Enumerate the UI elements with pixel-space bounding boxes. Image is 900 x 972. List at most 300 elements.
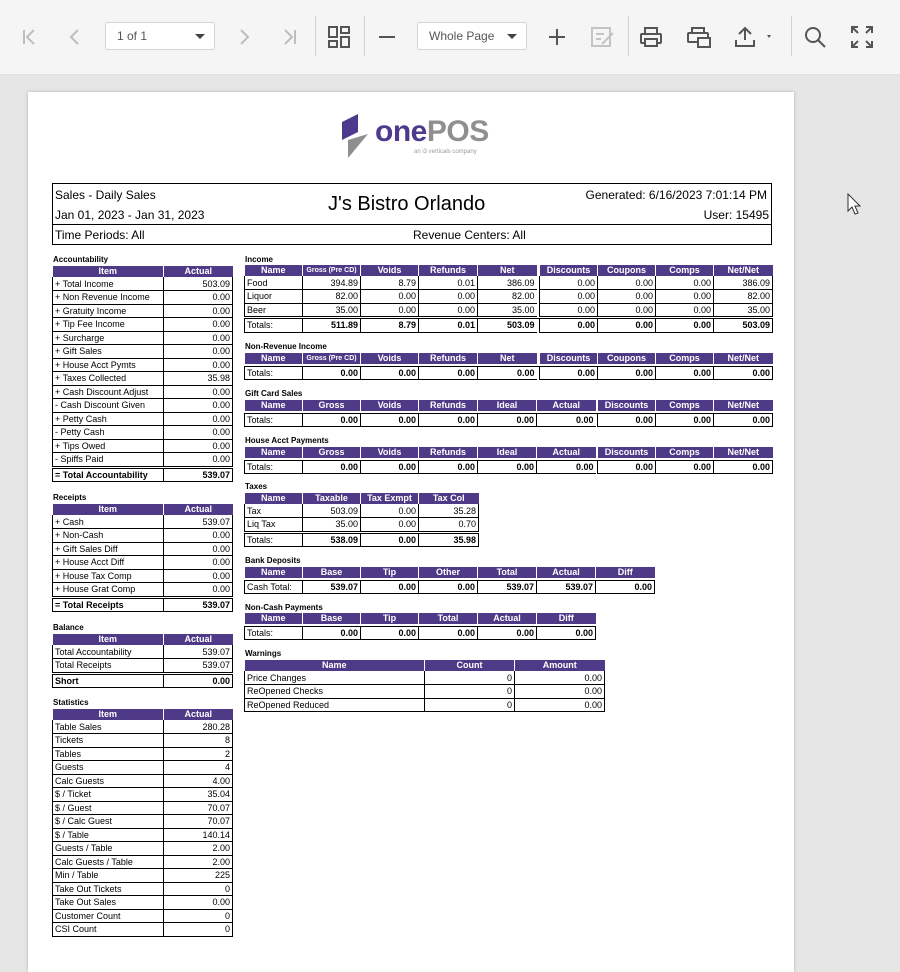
table-row — [245, 518, 479, 532]
table-cell: 539.07 — [164, 598, 233, 612]
col-header: Item — [53, 504, 164, 515]
table-cell: 35.00 — [303, 303, 361, 317]
table-cell: + Tips Owed — [53, 439, 164, 453]
table-cell: 0.00 — [515, 698, 605, 712]
table-cell: 0.00 — [478, 460, 537, 474]
first-page-button[interactable] — [12, 20, 46, 54]
table-cell: 539.07 — [478, 580, 537, 594]
chevron-down-icon — [507, 34, 517, 39]
table-cell: + Tip Fee Income — [53, 318, 164, 332]
col-header: Voids — [361, 353, 419, 364]
total-row — [245, 460, 773, 474]
table-row — [53, 882, 233, 896]
table-cell: 0.00 — [656, 276, 714, 290]
col-header: Net — [478, 265, 537, 276]
table-row — [53, 923, 233, 937]
col-header: Gross (Pre CD) — [303, 265, 361, 276]
warnings-title: Warnings — [245, 649, 282, 658]
col-header: Actual — [164, 709, 233, 720]
total-row — [53, 468, 233, 482]
zoom-out-button[interactable] — [370, 20, 404, 54]
table-cell: = Total Receipts — [53, 598, 164, 612]
table-row — [53, 801, 233, 815]
taxes-title: Taxes — [245, 482, 268, 491]
table-cell: 35.98 — [164, 372, 233, 386]
table-row — [53, 747, 233, 761]
table-cell: 0.00 — [419, 580, 478, 594]
table-cell: 35.00 — [478, 303, 537, 317]
col-header: Base — [303, 613, 361, 624]
table-row — [53, 542, 233, 556]
table-row — [53, 556, 233, 570]
table-cell: 503.09 — [714, 319, 773, 333]
table-cell: + House Grat Comp — [53, 583, 164, 597]
zoom-select-value: Whole Page — [429, 29, 495, 43]
table-cell: Total Receipts — [53, 659, 164, 673]
col-header: Actual — [164, 504, 233, 515]
table-cell: 0.00 — [540, 290, 598, 304]
table-cell: + Non Revenue Income — [53, 291, 164, 305]
table-row — [53, 515, 233, 529]
table-cell: + Petty Cash — [53, 412, 164, 426]
total-row — [245, 366, 773, 380]
table-cell: Cash Total: — [245, 580, 303, 594]
table-cell: Calc Guests — [53, 774, 164, 788]
col-header: Actual — [537, 447, 596, 458]
total-row — [245, 533, 479, 547]
col-header: Name — [245, 613, 303, 624]
table-cell: 0.01 — [419, 319, 478, 333]
table-cell: 0.70 — [419, 518, 479, 532]
total-row — [245, 319, 773, 333]
table-row — [53, 504, 233, 515]
col-header: Gross — [303, 447, 361, 458]
table-cell: 35.28 — [419, 504, 479, 518]
table-cell: 0.00 — [515, 685, 605, 699]
table-row — [53, 277, 233, 291]
balance-table — [52, 634, 233, 688]
table-row — [53, 828, 233, 842]
chevron-right-icon — [234, 27, 254, 47]
edit-button[interactable] — [586, 20, 620, 54]
table-row — [245, 671, 605, 685]
table-cell: 394.89 — [303, 276, 361, 290]
table-cell: Guests / Table — [53, 842, 164, 856]
table-row — [53, 291, 233, 305]
house-acct-title: House Acct Payments — [245, 436, 329, 445]
date-range: Jan 01, 2023 - Jan 31, 2023 — [55, 208, 205, 222]
plus-icon — [547, 27, 567, 47]
table-cell: 0.00 — [164, 318, 233, 332]
col-header: Actual — [164, 266, 233, 277]
table-row — [245, 685, 605, 699]
table-cell: Customer Count — [53, 909, 164, 923]
table-cell: 0.00 — [540, 319, 598, 333]
last-page-button[interactable] — [273, 20, 307, 54]
table-cell: Take Out Tickets — [53, 882, 164, 896]
table-cell: 0 — [425, 671, 515, 685]
table-cell: + Non-Cash — [53, 529, 164, 543]
table-cell: 0.00 — [714, 366, 773, 380]
table-cell: + Total Income — [53, 277, 164, 291]
zoom-select[interactable] — [417, 22, 527, 50]
table-cell: 0.00 — [714, 413, 773, 427]
table-cell: 539.07 — [164, 468, 233, 482]
table-cell: + House Tax Comp — [53, 569, 164, 583]
table-row — [53, 855, 233, 869]
table-cell: Beer — [245, 303, 303, 317]
table-cell: 0 — [164, 909, 233, 923]
col-header: Actual — [478, 613, 537, 624]
table-cell: - Spiffs Paid — [53, 453, 164, 467]
table-cell: 82.00 — [478, 290, 537, 304]
table-cell: 140.14 — [164, 828, 233, 842]
table-row — [53, 720, 233, 734]
warnings-table — [244, 660, 605, 712]
table-cell: 70.07 — [164, 801, 233, 815]
col-header: Name — [245, 447, 303, 458]
table-row — [53, 453, 233, 467]
table-cell: 0.00 — [361, 626, 419, 640]
table-cell: 0.00 — [164, 569, 233, 583]
multipage-grid-icon — [327, 25, 351, 49]
table-cell: 70.07 — [164, 815, 233, 829]
col-header: Net/Net — [714, 447, 773, 458]
table-cell: 0.00 — [656, 413, 714, 427]
col-header: Total — [419, 613, 478, 624]
table-cell: 0.00 — [303, 626, 361, 640]
table-cell: 0.00 — [537, 413, 596, 427]
table-cell: 503.09 — [303, 504, 361, 518]
page-select[interactable] — [105, 22, 215, 50]
generated-timestamp: Generated: 6/16/2023 7:01:14 PM — [585, 188, 767, 202]
table-cell: 0.00 — [515, 671, 605, 685]
receipts-title: Receipts — [53, 493, 87, 502]
col-header: Voids — [361, 400, 419, 411]
table-cell: 0.00 — [596, 580, 655, 594]
table-row — [53, 372, 233, 386]
col-header: Name — [245, 493, 303, 504]
table-cell: + Taxes Collected — [53, 372, 164, 386]
table-row — [53, 266, 233, 277]
table-cell: Min / Table — [53, 869, 164, 883]
table-cell: 0.00 — [164, 358, 233, 372]
table-row — [53, 896, 233, 910]
table-row — [53, 399, 233, 413]
income-table — [244, 265, 773, 333]
col-header: Net — [478, 353, 537, 364]
table-cell: + Gift Sales Diff — [53, 542, 164, 556]
table-row — [245, 493, 479, 504]
col-header: Voids — [361, 265, 419, 276]
chevron-left-icon — [65, 27, 85, 47]
table-cell: 0.00 — [361, 518, 419, 532]
total-row — [245, 413, 773, 427]
onepos-logo — [340, 114, 490, 164]
col-header: Name — [245, 353, 303, 364]
col-header: Net/Net — [714, 265, 773, 276]
table-cell: Table Sales — [53, 720, 164, 734]
col-header: Refunds — [419, 265, 478, 276]
table-cell: 0.00 — [361, 533, 419, 547]
col-header: Diff — [537, 613, 596, 624]
table-cell: 2.00 — [164, 842, 233, 856]
next-page-button[interactable] — [227, 20, 261, 54]
table-row — [245, 303, 773, 317]
toolbar-separator — [791, 16, 792, 56]
table-cell: 0.00 — [598, 290, 656, 304]
table-row — [53, 345, 233, 359]
table-cell: 539.07 — [164, 515, 233, 529]
col-header: Comps — [656, 447, 714, 458]
table-row — [53, 304, 233, 318]
table-cell: 0.00 — [164, 542, 233, 556]
edit-form-icon — [590, 25, 616, 49]
table-cell: 0.00 — [419, 626, 478, 640]
table-cell: 35.98 — [419, 533, 479, 547]
table-cell: 0.00 — [540, 303, 598, 317]
col-header: Net/Net — [714, 400, 773, 411]
total-row — [245, 626, 596, 640]
table-cell: 0.00 — [419, 460, 478, 474]
table-cell: 0.00 — [164, 291, 233, 305]
col-header: Discounts — [540, 353, 598, 364]
table-row — [53, 358, 233, 372]
col-header: Voids — [361, 447, 419, 458]
table-row — [245, 265, 773, 276]
table-cell: 0.00 — [714, 460, 773, 474]
previous-page-button[interactable] — [58, 20, 92, 54]
table-row — [53, 569, 233, 583]
table-cell: $ / Ticket — [53, 788, 164, 802]
table-row — [53, 318, 233, 332]
col-header: Comps — [656, 265, 714, 276]
table-cell: 0.00 — [598, 303, 656, 317]
col-header: Tax Exmpt — [361, 493, 419, 504]
col-header: Comps — [656, 353, 714, 364]
col-header: Item — [53, 709, 164, 720]
table-cell: 2 — [164, 747, 233, 761]
table-cell: 0.00 — [656, 290, 714, 304]
col-header: Item — [53, 266, 164, 277]
table-cell: 0.00 — [537, 626, 596, 640]
table-row — [53, 869, 233, 883]
minus-icon — [377, 27, 397, 47]
table-cell: 35.00 — [303, 518, 361, 532]
table-cell: 0 — [164, 923, 233, 937]
search-icon — [803, 25, 827, 49]
restaurant-name: J's Bistro Orlando — [328, 193, 486, 215]
bank-deposits-table — [244, 567, 655, 594]
page-select-value: 1 of 1 — [117, 29, 148, 43]
col-header: Refunds — [419, 400, 478, 411]
fullscreen-button[interactable] — [845, 20, 879, 54]
logo-one: one — [375, 115, 427, 148]
col-header: Ideal — [478, 400, 537, 411]
table-cell: 0.00 — [164, 674, 233, 688]
table-cell: 0.00 — [656, 319, 714, 333]
col-header: Ideal — [478, 447, 537, 458]
table-row — [53, 634, 233, 645]
table-cell: + Gift Sales — [53, 345, 164, 359]
non-cash-table — [244, 613, 596, 640]
table-row — [53, 842, 233, 856]
logo-tagline: an i3 verticals company — [414, 149, 477, 155]
table-row — [53, 426, 233, 440]
col-header: Name — [245, 400, 303, 411]
income-title: Income — [245, 255, 274, 264]
statistics-title: Statistics — [53, 698, 89, 707]
table-cell: 35.00 — [714, 303, 773, 317]
col-header: Discounts — [598, 400, 656, 411]
col-header: Amount — [515, 660, 605, 671]
total-row — [53, 674, 233, 688]
table-cell: 0.00 — [164, 426, 233, 440]
table-cell: 386.09 — [714, 276, 773, 290]
table-cell: CSI Count — [53, 923, 164, 937]
col-header: Coupons — [598, 353, 656, 364]
toolbar-separator — [364, 16, 365, 56]
table-cell: 0.00 — [303, 413, 361, 427]
total-row — [53, 598, 233, 612]
print-button[interactable] — [634, 20, 668, 54]
multipage-view-button[interactable] — [322, 20, 356, 54]
table-cell: + Cash Discount Adjust — [53, 385, 164, 399]
table-cell: Tickets — [53, 734, 164, 748]
table-cell: 0.00 — [656, 366, 714, 380]
table-row — [53, 815, 233, 829]
table-cell: 0.00 — [419, 366, 478, 380]
table-row — [53, 331, 233, 345]
table-row — [53, 734, 233, 748]
toolbar-separator — [315, 16, 316, 56]
col-header: Diff — [596, 567, 655, 578]
table-cell: Liq Tax — [245, 518, 303, 532]
header-divider — [53, 224, 771, 225]
col-header: Discounts — [540, 265, 598, 276]
col-header: Comps — [656, 400, 714, 411]
table-row — [245, 447, 773, 458]
table-row — [245, 567, 655, 578]
table-cell: 0.00 — [164, 331, 233, 345]
table-cell: Liquor — [245, 290, 303, 304]
report-viewer-toolbar — [0, 0, 900, 75]
table-cell: 511.89 — [303, 319, 361, 333]
table-cell: 0.00 — [598, 276, 656, 290]
table-row — [53, 439, 233, 453]
non-revenue-title: Non-Revenue Income — [245, 342, 327, 351]
table-row — [245, 353, 773, 364]
table-cell: + House Acct Pymts — [53, 358, 164, 372]
table-cell: 0.00 — [164, 439, 233, 453]
table-cell: 0.00 — [164, 583, 233, 597]
table-cell: = Total Accountability — [53, 468, 164, 482]
col-header: Name — [245, 660, 425, 671]
col-header: Discounts — [598, 447, 656, 458]
table-cell: 0.00 — [598, 460, 656, 474]
table-cell: 0 — [425, 685, 515, 699]
table-row — [245, 504, 479, 518]
table-cell: 8.79 — [361, 276, 419, 290]
user-id: User: 15495 — [703, 208, 769, 222]
search-button[interactable] — [798, 20, 832, 54]
table-cell: 0.00 — [540, 366, 598, 380]
table-cell: Guests — [53, 761, 164, 775]
table-cell: 0.00 — [361, 580, 419, 594]
table-cell: 386.09 — [478, 276, 537, 290]
accountability-table — [52, 266, 233, 482]
export-button[interactable] — [730, 20, 776, 54]
table-row — [53, 385, 233, 399]
col-header: Tip — [361, 613, 419, 624]
table-row — [53, 909, 233, 923]
table-cell: Calc Guests / Table — [53, 855, 164, 869]
zoom-in-button[interactable] — [540, 20, 574, 54]
table-cell: 2.00 — [164, 855, 233, 869]
table-cell: 82.00 — [303, 290, 361, 304]
col-header: Name — [245, 567, 303, 578]
col-header: Count — [425, 660, 515, 671]
table-cell: 539.07 — [303, 580, 361, 594]
table-cell: 0.00 — [361, 303, 419, 317]
table-row — [245, 290, 773, 304]
table-cell: 280.28 — [164, 720, 233, 734]
table-cell: 0.00 — [656, 460, 714, 474]
print-page-button[interactable] — [682, 20, 716, 54]
col-header: Total — [478, 567, 537, 578]
gift-card-title: Gift Card Sales — [245, 389, 303, 398]
table-cell: 0.00 — [164, 345, 233, 359]
table-cell: Food — [245, 276, 303, 290]
non-cash-title: Non-Cash Payments — [245, 603, 323, 612]
table-cell: 4 — [164, 761, 233, 775]
balance-title: Balance — [53, 623, 84, 632]
table-cell: Totals: — [245, 533, 303, 547]
table-row — [245, 660, 605, 671]
receipts-table — [52, 504, 233, 612]
table-row — [245, 276, 773, 290]
table-cell: 503.09 — [164, 277, 233, 291]
table-cell: 0.00 — [361, 504, 419, 518]
table-cell: 8 — [164, 734, 233, 748]
table-cell: 0.00 — [478, 366, 537, 380]
revenue-centers: Revenue Centers: All — [413, 228, 526, 242]
table-row — [53, 529, 233, 543]
table-cell: Tables — [53, 747, 164, 761]
col-header: Coupons — [598, 265, 656, 276]
mouse-cursor-icon — [847, 193, 861, 215]
table-cell: 0.00 — [361, 290, 419, 304]
logo-wordmark — [375, 115, 489, 149]
col-header: Actual — [537, 567, 596, 578]
report-header — [52, 183, 772, 245]
table-row — [53, 645, 233, 659]
gift-card-table — [244, 400, 773, 427]
table-row — [53, 761, 233, 775]
accountability-title: Accountability — [53, 255, 109, 264]
table-cell: Tax — [245, 504, 303, 518]
table-row — [53, 659, 233, 673]
table-cell: 0.00 — [540, 276, 598, 290]
table-cell: + Gratuity Income — [53, 304, 164, 318]
table-cell: 4.00 — [164, 774, 233, 788]
table-row — [53, 709, 233, 720]
total-row — [245, 580, 655, 594]
time-periods: Time Periods: All — [55, 228, 145, 242]
bank-deposits-title: Bank Deposits — [245, 556, 301, 565]
print-page-icon — [686, 25, 712, 49]
table-cell: 0.00 — [537, 460, 596, 474]
